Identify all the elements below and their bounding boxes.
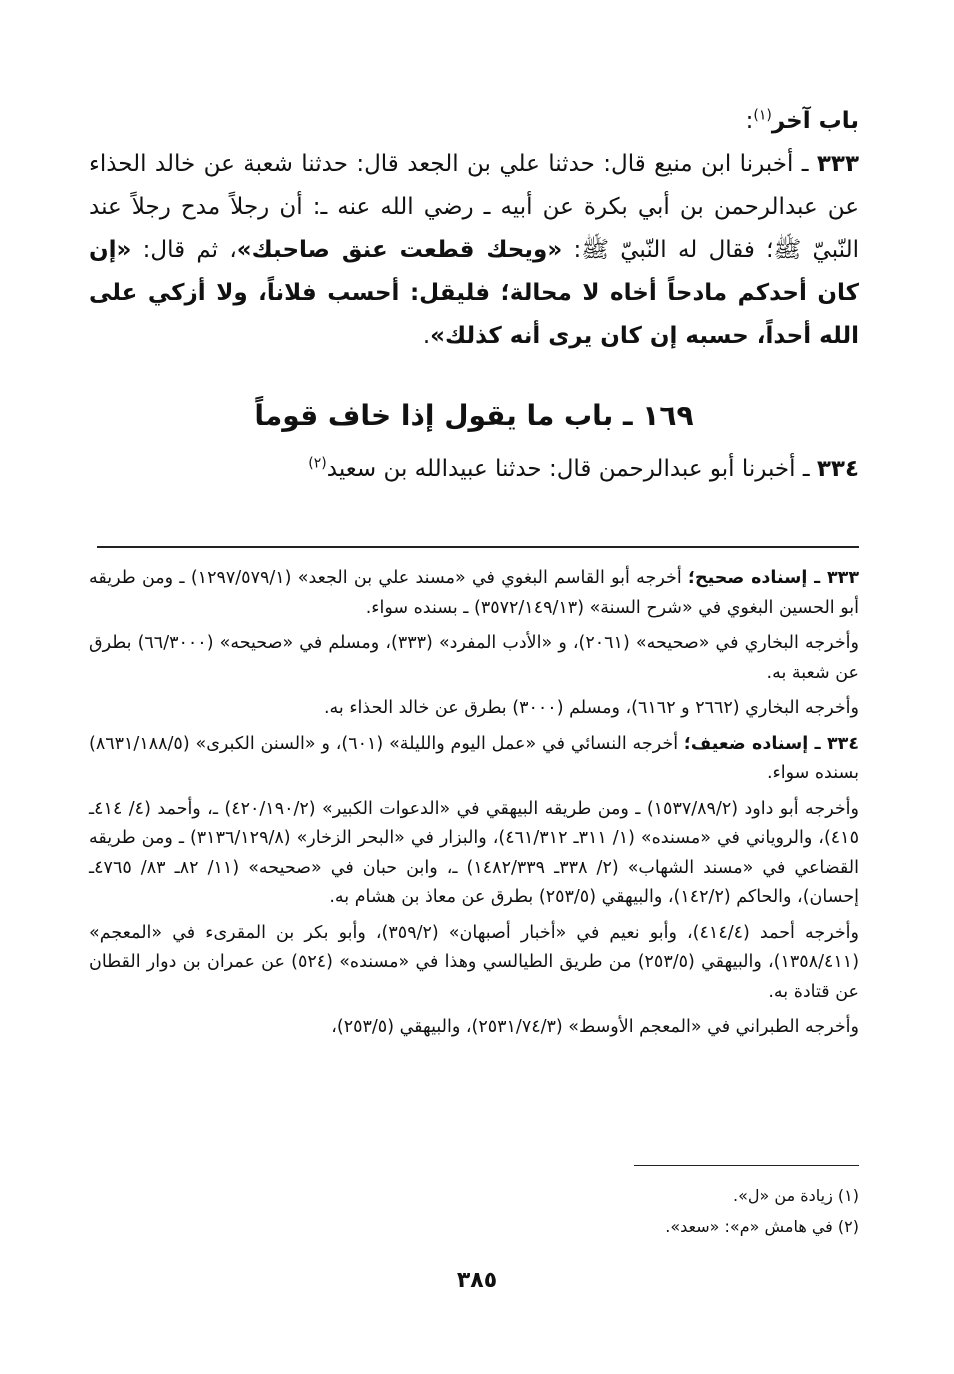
hadith-334 bbox=[89, 448, 859, 491]
note-334-number: ٣٣٤ bbox=[826, 733, 859, 754]
footnotes bbox=[89, 1180, 859, 1242]
note-334-para-2: وأخرجه أبو داود (١٥٣٧/٨٩/٢) ـ ومن طريقه البيهقي في «الدعوات الكبير» (٤٢٠/١٩٠/٢) ـ، وأحمد (٤/ ٤١٤ـ ٤١٥)، والروياني في «مسنده» (١/ ٣١١ـ ٤٦١/٣١٢)، والبزار في «البحر الزخار» (٣١٣٦/١٢٩/٨) ـ ومن طريقه القضاعي في «مسند الشهاب» (٢/ ٣٣٨ـ ١٤٨٢/٣٣٩) ـ، وابن حبان في «صحيحه» (١١/ ٨٢ـ ٨٣/ ٤٧٦٥ـ إحسان)، والحاكم (١٤٢/٢)، والبيهقي (٢٥٣/٥) بطرق عن معاذ بن هشام به. bbox=[89, 798, 859, 907]
chapter-heading: ١٦٩ ـ باب ما يقول إذا خاف قوماً bbox=[254, 399, 694, 432]
note-333-grade: ـ إسناده صحيح؛ bbox=[688, 568, 827, 588]
footnote-2: (٢) في هامش «م»: «سعد». bbox=[665, 1217, 859, 1236]
section-title bbox=[89, 100, 859, 143]
commentary-notes bbox=[89, 564, 859, 1049]
note-333-number: ٣٣٣ bbox=[826, 568, 859, 588]
note-334-grade: ـ إسناده ضعيف؛ bbox=[683, 733, 827, 754]
hadith-333-number: ٣٣٣ bbox=[816, 151, 859, 177]
note-333-text: أخرجه أبو القاسم البغوي في «مسند علي بن الجعد» (١٢٩٧/٥٧٩/١) ـ ومن طريقه أبو الحسين البغوي في «شرح السنة» (٣٥٧٢/١٤٩/١٣) ـ بسنده سواء. bbox=[89, 568, 859, 618]
footnote-ref-2: (٢) bbox=[308, 455, 327, 472]
footnote-divider bbox=[634, 1165, 859, 1166]
note-333 bbox=[89, 564, 859, 623]
note-333-para-3: وأخرجه البخاري (٢٦٦٢ و ٦١٦٢)، ومسلم (٣٠٠٠) بطرق عن خالد الحذاء به. bbox=[323, 698, 859, 718]
hadith-333-quote-2: «إن كان أحدكم مادحاً أخاه لا محالة؛ فليقل: أحسب فلاناً، ولا أزكي على الله أحداً، حسبه إن كان يرى أنه كذلك» bbox=[89, 237, 859, 349]
note-334 bbox=[89, 730, 859, 789]
footnote-1: (١) زيادة من «ل». bbox=[733, 1186, 859, 1205]
hadith-334-text: ـ أخبرنا أبو عبدالرحمن قال: حدثنا عبيدالله بن سعيد bbox=[326, 456, 817, 482]
section-title-text: باب آخر bbox=[771, 108, 859, 134]
hadith-333-quote-1: «ويحك قطعت عنق صاحبك» bbox=[236, 237, 563, 263]
section-title-colon: : bbox=[745, 108, 754, 134]
note-334-para-4: وأخرجه الطبراني في «المعجم الأوسط» (٢٥٣١/٧٤/٣)، والبيهقي (٢٥٣/٥)، bbox=[331, 1017, 859, 1037]
footnote-ref-1: (١) bbox=[753, 107, 772, 124]
notes-divider bbox=[97, 546, 859, 548]
hadith-333 bbox=[89, 143, 859, 358]
hadith-333-text-b: ، ثم قال: bbox=[131, 237, 237, 263]
hadith-334-number: ٣٣٤ bbox=[816, 456, 859, 482]
main-text bbox=[89, 100, 859, 491]
note-334-para-3: وأخرجه أحمد (٤١٤/٤)، وأبو نعيم في «أخبار أصبهان» (٣٥٩/٢)، وأبو بكر بن المقرىء في «المعجم» (١٣٥٨/٤١١)، والبيهقي (٢٥٣/٥) من طريق الطيالسي وهذا في «مسنده» (٥٢٤) عن عمران بن دوار القطان عن قتادة به. bbox=[89, 922, 860, 1002]
note-334-text: أخرجه النسائي في «عمل اليوم والليلة» (٦٠١)، و «السنن الكبرى» (٨٦٣١/١٨٨/٥) بسنده سواء. bbox=[89, 733, 859, 783]
page-number: ٣٨٥ bbox=[456, 1268, 498, 1293]
note-333-para-2: وأخرجه البخاري في «صحيحه» (٢٠٦١)، و «الأدب المفرد» (٣٣٣)، ومسلم في «صحيحه» (٦٦/٣٠٠٠) بطرق عن شعبة به. bbox=[89, 633, 859, 683]
hadith-333-text-a: ـ أخبرنا ابن منيع قال: حدثنا علي بن الجعد قال: حدثنا شعبة عن خالد الحذاء عن عبدالرحمن بن أبي بكرة عن أبيه ـ رضي الله عنه ـ: أن رجلاً مدح رجلاً عند النّبيّ ﷺ؛ فقال له النّبيّ ﷺ: bbox=[89, 151, 859, 263]
hadith-333-end: . bbox=[422, 323, 431, 349]
